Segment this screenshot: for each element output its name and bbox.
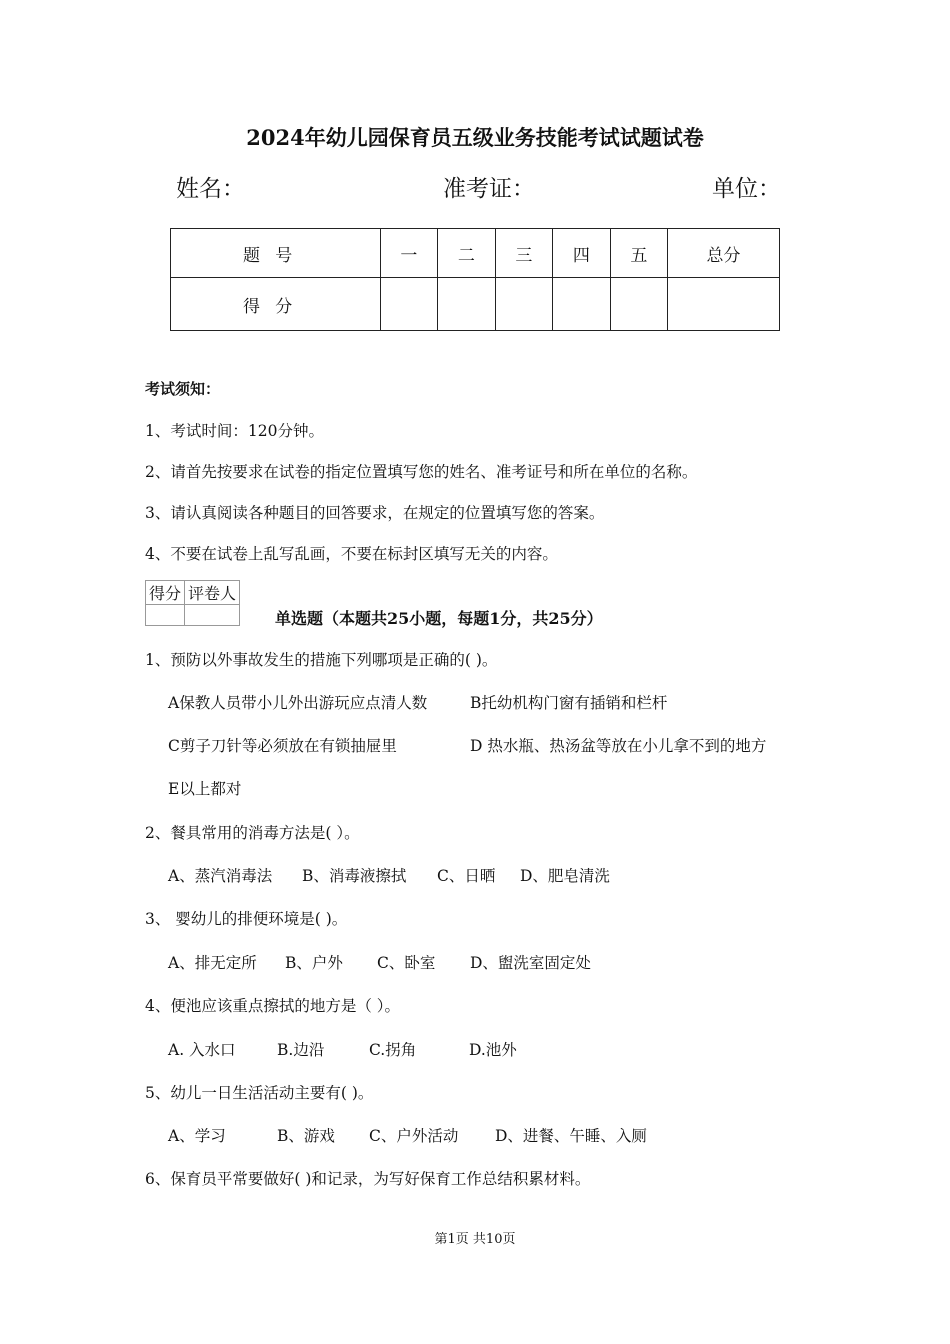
section-heading: 单选题（本题共25小题，每题1分，共25分） bbox=[275, 609, 603, 628]
answer-option: D.池外 bbox=[469, 1041, 517, 1059]
grader-score-label: 得分 bbox=[146, 581, 185, 605]
score-header-cell: 总分 bbox=[668, 229, 780, 278]
answer-option: A、排无定所 bbox=[168, 954, 257, 972]
answer-option: B.边沿 bbox=[277, 1041, 325, 1059]
score-cell bbox=[380, 278, 438, 331]
score-cell bbox=[495, 278, 553, 331]
notice-item: 3、请认真阅读各种题目的回答要求，在规定的位置填写您的答案。 bbox=[145, 504, 605, 522]
question-text: 1、预防以外事故发生的措施下列哪项是正确的( )。 bbox=[145, 651, 498, 669]
question-text: 4、便池应该重点擦拭的地方是（ ）。 bbox=[145, 997, 401, 1015]
question-text: 2、餐具常用的消毒方法是( ）。 bbox=[145, 824, 360, 842]
answer-option: C.拐角 bbox=[369, 1041, 417, 1059]
score-header-cell: 题号 bbox=[171, 229, 381, 278]
answer-option: C、日晒 bbox=[437, 867, 496, 885]
page-footer: 第1页 共10页 bbox=[434, 1232, 516, 1247]
score-cell bbox=[610, 278, 668, 331]
grader-score-cell bbox=[146, 605, 185, 626]
answer-option: A保教人员带小儿外出游玩应点清人数 bbox=[168, 694, 428, 712]
score-header-cell: 二 bbox=[438, 229, 496, 278]
score-cell bbox=[553, 278, 611, 331]
answer-option: E以上都对 bbox=[168, 780, 242, 798]
answer-option: B、消毒液擦拭 bbox=[302, 867, 407, 885]
exam-id-label: 准考证： bbox=[443, 176, 535, 202]
answer-option: B、游戏 bbox=[277, 1127, 335, 1145]
answer-option: B、户外 bbox=[285, 954, 343, 972]
name-label: 姓名： bbox=[176, 176, 245, 202]
grader-name-cell bbox=[185, 605, 240, 626]
answer-option: C剪子刀针等必须放在有锁抽屉里 bbox=[168, 737, 397, 755]
answer-option: C、卧室 bbox=[377, 954, 436, 972]
answer-option: A. 入水口 bbox=[168, 1041, 236, 1059]
score-header-cell: 一 bbox=[380, 229, 438, 278]
score-row-label: 得分 bbox=[171, 278, 381, 331]
score-cell bbox=[438, 278, 496, 331]
score-header-cell: 四 bbox=[553, 229, 611, 278]
notice-item: 2、请首先按要求在试卷的指定位置填写您的姓名、准考证号和所在单位的名称。 bbox=[145, 463, 698, 481]
notice-title: 考试须知： bbox=[145, 380, 221, 398]
answer-option: C、户外活动 bbox=[369, 1127, 459, 1145]
answer-option: D 热水瓶、热汤盆等放在小儿拿不到的地方 bbox=[470, 737, 767, 755]
score-header-cell: 五 bbox=[610, 229, 668, 278]
answer-option: A、学习 bbox=[168, 1127, 226, 1145]
grader-name-label: 评卷人 bbox=[185, 581, 240, 605]
answer-option: A、蒸汽消毒法 bbox=[168, 867, 273, 885]
notice-item: 1、考试时间：120分钟。 bbox=[145, 422, 324, 440]
page-title: 2024年幼儿园保育员五级业务技能考试试题试卷 bbox=[246, 125, 704, 150]
answer-option: D、盥洗室固定处 bbox=[470, 954, 591, 972]
answer-option: D、肥皂清洗 bbox=[520, 867, 610, 885]
unit-label: 单位： bbox=[712, 176, 781, 202]
question-text: 5、幼儿一日生活活动主要有( )。 bbox=[145, 1084, 374, 1102]
question-text: 3、 婴幼儿的排便环境是( )。 bbox=[145, 910, 348, 928]
answer-option: D、进餐、午睡、入厕 bbox=[495, 1127, 647, 1145]
score-table bbox=[170, 228, 780, 331]
notice-item: 4、不要在试卷上乱写乱画，不要在标封区填写无关的内容。 bbox=[145, 545, 558, 563]
question-text: 6、保育员平常要做好( )和记录，为写好保育工作总结积累材料。 bbox=[145, 1170, 591, 1188]
score-header-cell: 三 bbox=[495, 229, 553, 278]
answer-option: B托幼机构门窗有插销和栏杆 bbox=[470, 694, 668, 712]
score-cell bbox=[668, 278, 780, 331]
grader-box bbox=[145, 580, 240, 626]
